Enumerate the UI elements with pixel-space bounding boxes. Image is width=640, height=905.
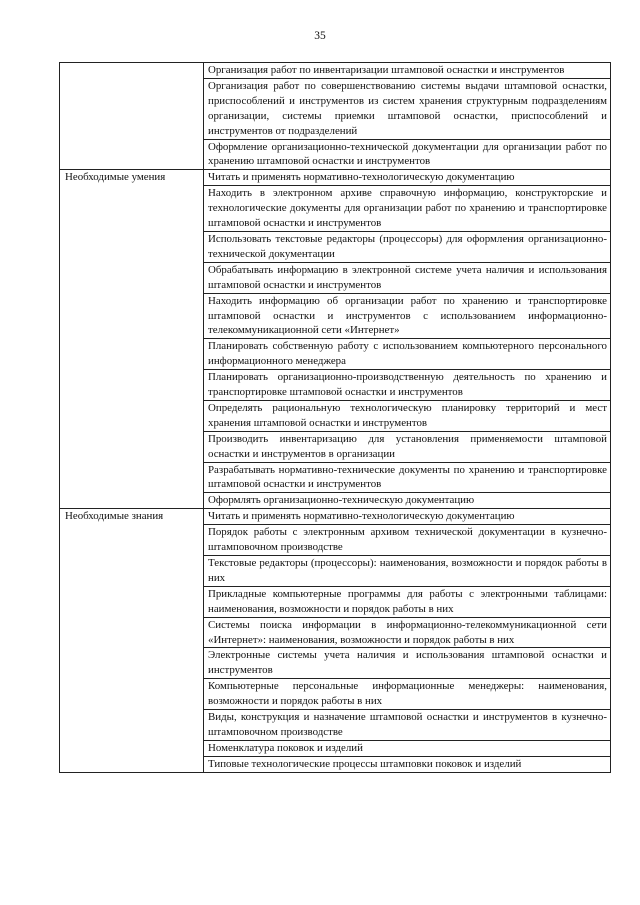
table-cell: Читать и применять нормативно-технологическую документацию [204,170,611,186]
section-heading-knowledge: Необходимые знания [60,509,204,772]
table-row [60,170,611,186]
table-cell: Виды, конструкция и назначение штамповой оснастки и инструментов в кузнечно-штамповочном производстве [204,710,611,741]
table-cell: Находить в электронном архиве справочную информацию, конструкторские и технологические документы для организации работ по хранению и транспортировке штамповой оснастки и инструментов [204,186,611,232]
table-cell: Номенклатура поковок и изделий [204,740,611,756]
table-body [60,63,611,773]
table-cell: Разрабатывать нормативно-технические документы по хранению и транспортировке штамповой оснастки и инструментов [204,462,611,493]
table-cell: Оформлять организационно-техническую документацию [204,493,611,509]
table-cell: Находить информацию об организации работ по хранению и транспортировке штамповой оснастки и инструментов с использованием информационно-телекоммуникационной сети «Интернет» [204,293,611,339]
requirements-table [59,62,611,773]
table-cell: Обрабатывать информацию в электронной системе учета наличия и использования штамповой оснастки и инструментов [204,262,611,293]
table-cell: Текстовые редакторы (процессоры): наименования, возможности и порядок работы в них [204,556,611,587]
table-cell: Определять рациональную технологическую планировку территорий и мест хранения штамповой оснастки и инструментов [204,400,611,431]
table-cell: Компьютерные персональные информационные менеджеры: наименования, возможности и порядок работы в них [204,679,611,710]
table-cell: Организация работ по совершенствованию системы выдачи штамповой оснастки, приспособлений и инструментов из систем хранения структурным подразделениям организации, системы приемки штамповой оснастки, приспособлений и инструментов от подразделений [204,78,611,139]
table-cell: Оформление организационно-технической документации для организации работ по хранению штамповой оснастки и инструментов [204,139,611,170]
table-cell: Электронные системы учета наличия и использования штамповой оснастки и инструментов [204,648,611,679]
table-cell: Читать и применять нормативно-технологическую документацию [204,509,611,525]
table-row [60,63,611,79]
table-cell: Организация работ по инвентаризации штамповой оснастки и инструментов [204,63,611,79]
table-cell: Использовать текстовые редакторы (процессоры) для оформления организационно-технической документации [204,231,611,262]
table-cell: Производить инвентаризацию для установления применяемости штамповой оснастки и инструментов в организации [204,431,611,462]
table-cell: Планировать организационно-производственную деятельность по хранению и транспортировке штамповой оснастки и инструментов [204,370,611,401]
section-heading-skills: Необходимые умения [60,170,204,509]
section-heading-labor-actions [60,63,204,170]
table-cell: Типовые технологические процессы штамповки поковок и изделий [204,756,611,772]
page-number: 35 [314,30,326,42]
table-cell: Системы поиска информации в информационно-телекоммуникационной сети «Интернет»: наименования, возможности и порядок работы в них [204,617,611,648]
table-cell: Порядок работы с электронным архивом технической документации в кузнечно-штамповочном производстве [204,525,611,556]
table-cell: Планировать собственную работу с использованием компьютерного персонального информационного менеджера [204,339,611,370]
table-cell: Прикладные компьютерные программы для работы с электронными таблицами: наименования, возможности и порядок работы в них [204,586,611,617]
table-row [60,509,611,525]
